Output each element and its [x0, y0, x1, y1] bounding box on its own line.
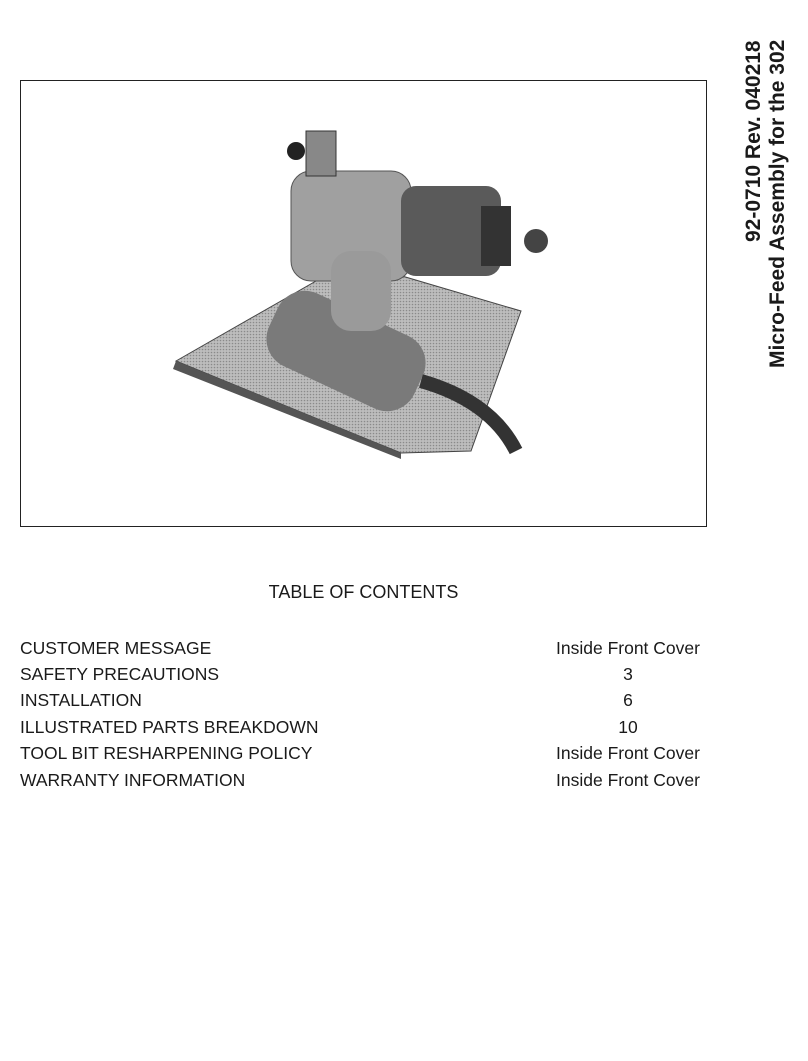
table-of-contents	[20, 635, 706, 793]
document-title: Micro-Feed Assembly for the 302	[766, 40, 789, 369]
product-photo-frame	[20, 80, 707, 527]
toc-title: TABLE OF CONTENTS	[268, 582, 459, 602]
toc-label: INSTALLATION	[20, 690, 142, 711]
toc-page: Inside Front Cover	[556, 637, 700, 658]
toc-row	[20, 661, 706, 687]
toc-row	[20, 688, 706, 714]
toc-label: SAFETY PRECAUTIONS	[20, 664, 220, 685]
machine-photo	[21, 81, 708, 528]
toc-label: TOOL BIT RESHARPENING POLICY	[20, 743, 313, 764]
toc-row	[20, 635, 706, 661]
toc-page: 10	[618, 716, 638, 737]
toc-label: WARRANTY INFORMATION	[20, 769, 246, 790]
document-number: 92-0710 Rev. 040218	[742, 40, 765, 242]
toc-page: Inside Front Cover	[556, 769, 700, 790]
toc-page: 3	[623, 664, 633, 685]
toc-row	[20, 741, 706, 767]
document-header	[742, 40, 794, 408]
toc-page: 6	[623, 690, 633, 711]
toc-row	[20, 714, 706, 740]
toc-label: CUSTOMER MESSAGE	[20, 637, 212, 658]
toc-page: Inside Front Cover	[556, 743, 700, 764]
toc-label: ILLUSTRATED PARTS BREAKDOWN	[20, 716, 319, 737]
toc-row	[20, 767, 706, 793]
